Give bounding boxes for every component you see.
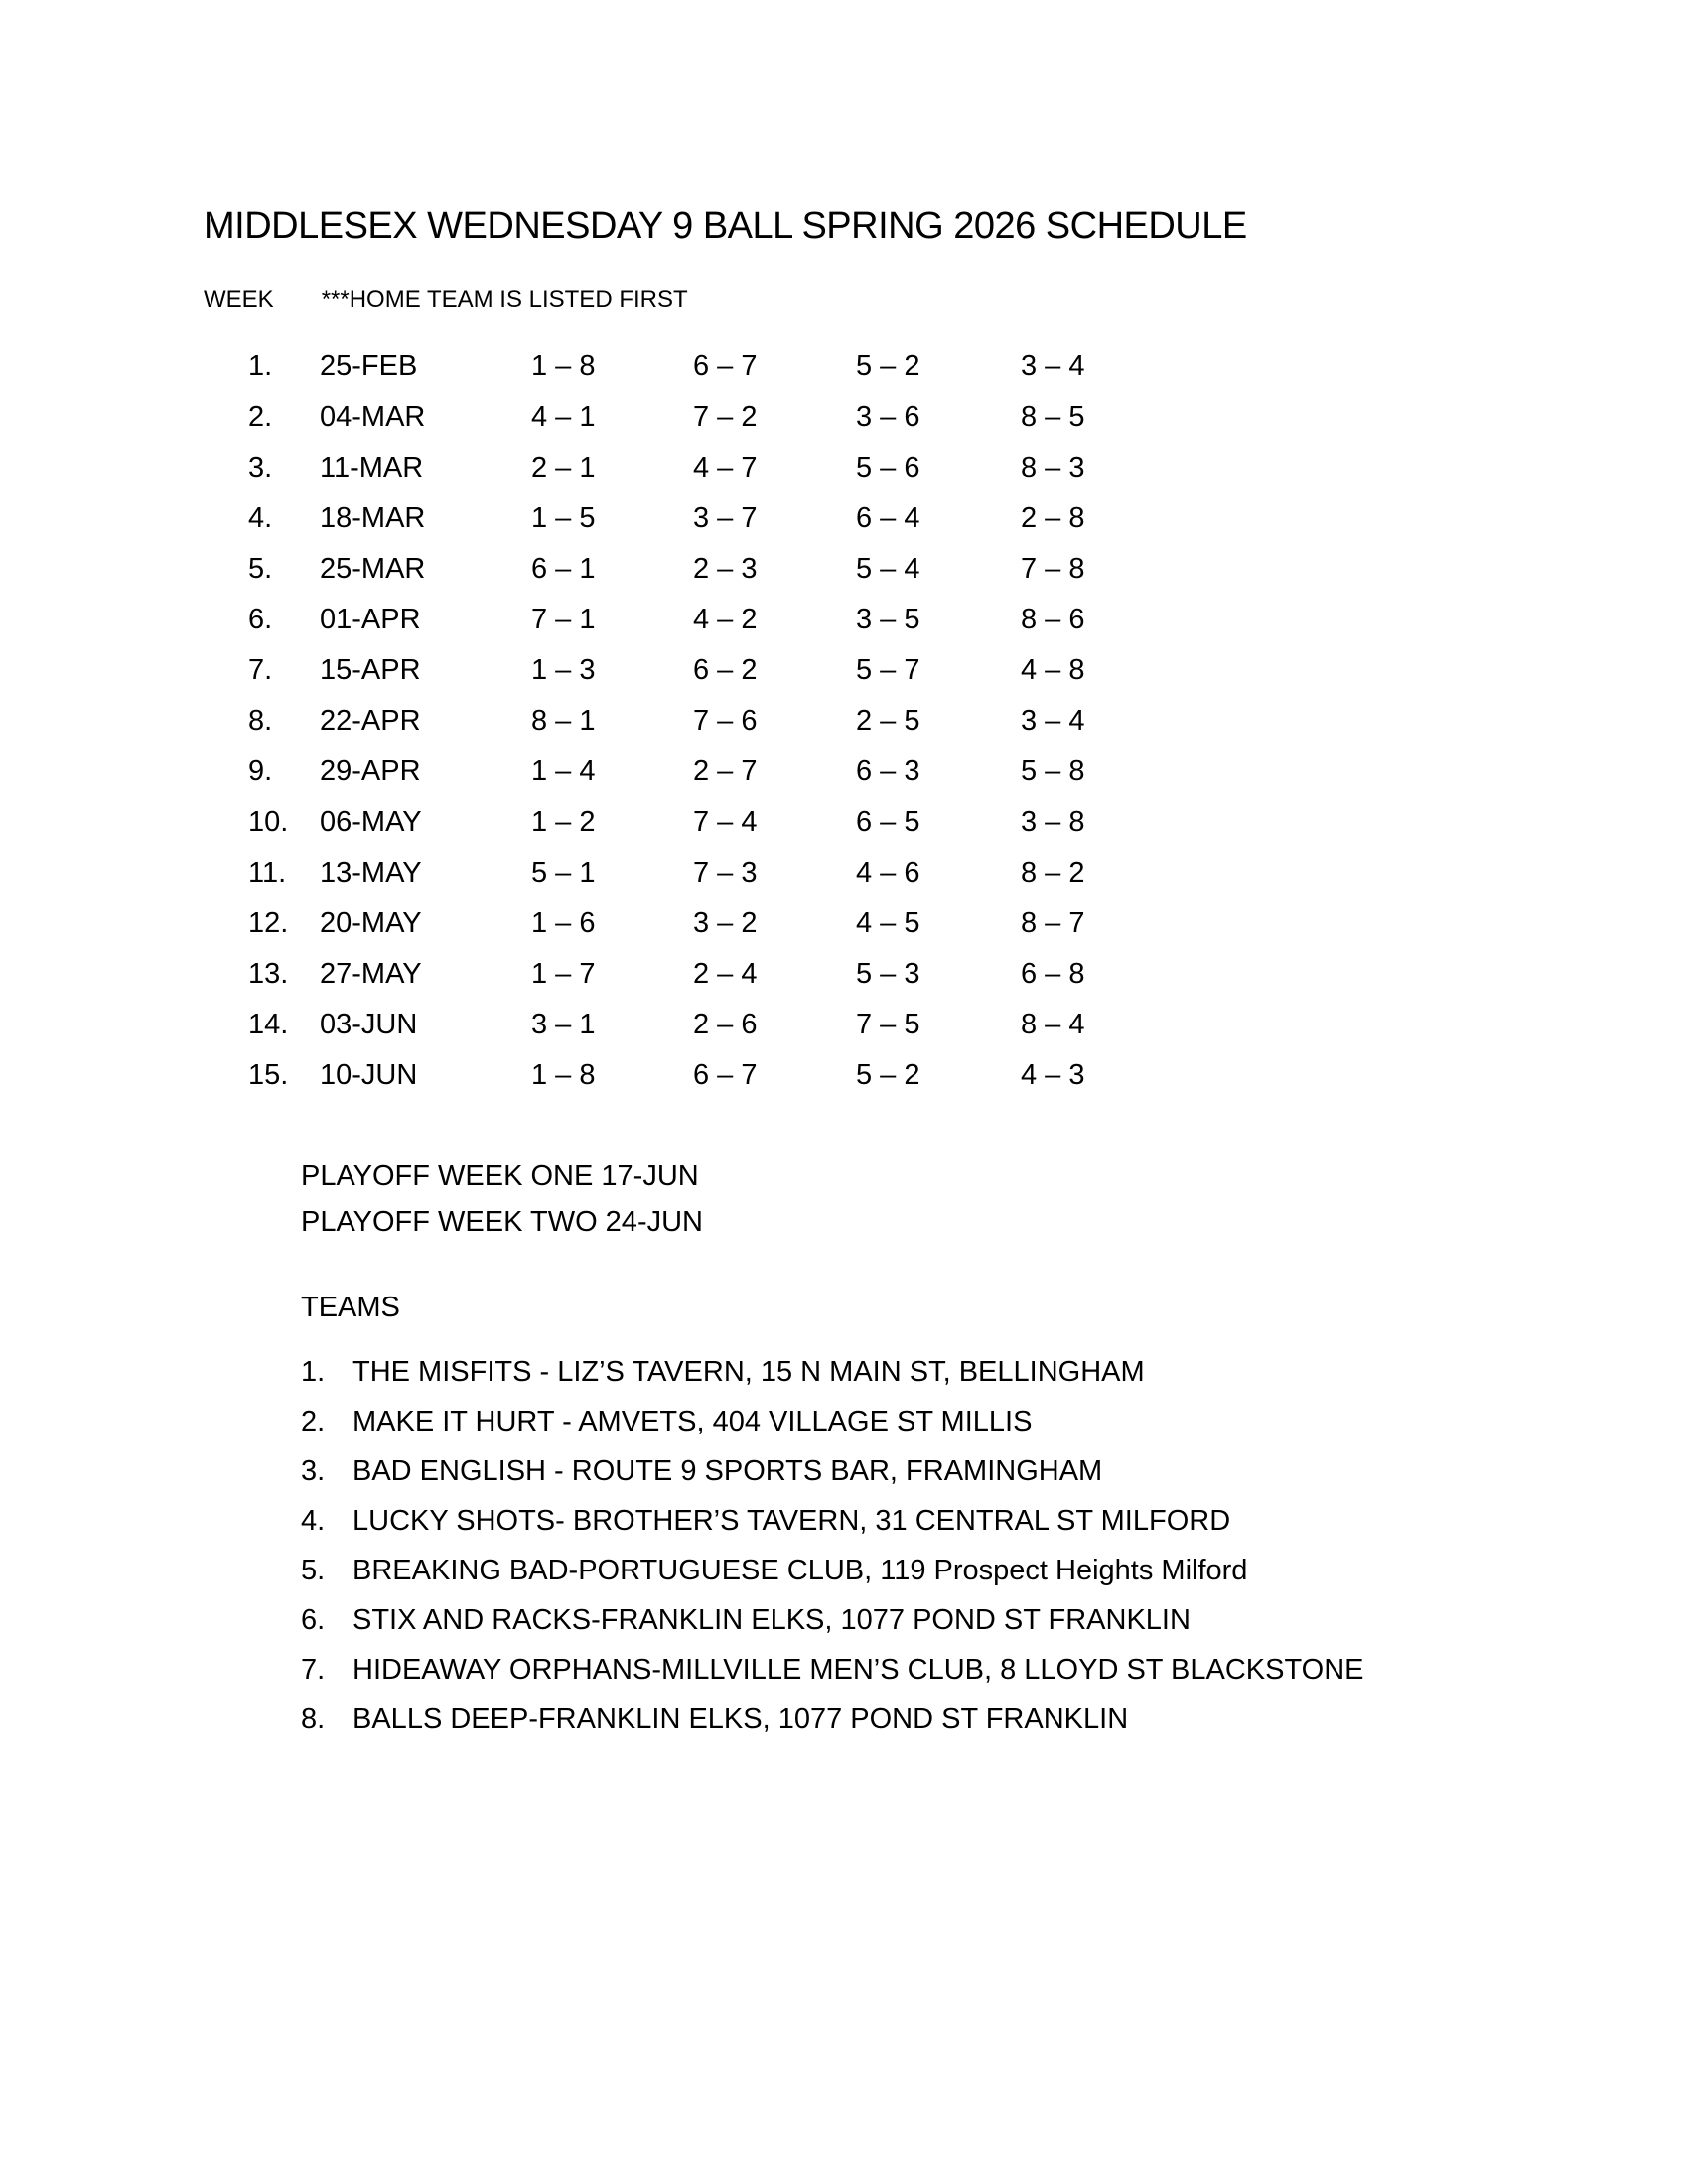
matchup: 4 – 5 [856,907,920,939]
team-row [301,1595,1364,1645]
matchup: 8 – 6 [1021,604,1085,635]
schedule-table [0,341,1688,1101]
team-info: BAD ENGLISH - ROUTE 9 SPORTS BAR, FRAMINGHAM [352,1455,1103,1487]
week-date: 27-MAY [320,958,422,990]
schedule-row [0,1000,1688,1050]
matchup: 6 – 7 [693,1059,758,1091]
team-row [301,1496,1364,1546]
schedule-row [0,1050,1688,1101]
schedule-row [0,443,1688,493]
matchup: 4 – 2 [693,604,758,635]
week-date: 06-MAY [320,806,422,838]
week-number: 5. [248,553,273,585]
team-number: 1. [301,1356,326,1388]
matchup: 2 – 1 [531,452,596,483]
team-info: STIX AND RACKS-FRANKLIN ELKS, 1077 POND ST FRANKLIN [352,1604,1191,1636]
week-date: 10-JUN [320,1059,418,1091]
matchup: 6 – 5 [856,806,920,838]
teams-heading: TEAMS [301,1292,400,1323]
matchup: 6 – 2 [693,654,758,686]
matchup: 3 – 1 [531,1009,596,1040]
week-number: 4. [248,502,273,534]
matchup: 3 – 5 [856,604,920,635]
week-number: 8. [248,705,273,737]
team-number: 4. [301,1505,326,1537]
matchup: 2 – 4 [693,958,758,990]
matchup: 3 – 7 [693,502,758,534]
matchup: 5 – 2 [856,1059,920,1091]
matchup: 1 – 6 [531,907,596,939]
team-row [301,1446,1364,1496]
schedule-row [0,392,1688,443]
team-info: THE MISFITS - LIZ’S TAVERN, 15 N MAIN ST, BELLINGHAM [352,1356,1145,1388]
schedule-row [0,747,1688,797]
matchup: 5 – 2 [856,350,920,382]
week-date: 04-MAR [320,401,426,433]
week-number: 3. [248,452,273,483]
matchup: 5 – 8 [1021,755,1085,787]
playoff-week-two: PLAYOFF WEEK TWO 24-JUN [301,1206,703,1238]
matchup: 6 – 7 [693,350,758,382]
matchup: 1 – 2 [531,806,596,838]
matchup: 2 – 8 [1021,502,1085,534]
team-row [301,1397,1364,1446]
week-date: 29-APR [320,755,421,787]
team-info: BALLS DEEP-FRANKLIN ELKS, 1077 POND ST FRANKLIN [352,1704,1129,1735]
schedule-row [0,493,1688,544]
matchup: 6 – 8 [1021,958,1085,990]
matchup: 4 – 3 [1021,1059,1085,1091]
team-row [301,1695,1364,1744]
matchup: 7 – 6 [693,705,758,737]
week-number: 10. [248,806,289,838]
matchup: 3 – 2 [693,907,758,939]
matchup: 7 – 1 [531,604,596,635]
matchup: 1 – 3 [531,654,596,686]
matchup: 3 – 6 [856,401,920,433]
matchup: 7 – 8 [1021,553,1085,585]
matchup: 8 – 7 [1021,907,1085,939]
team-info: HIDEAWAY ORPHANS-MILLVILLE MEN’S CLUB, 8 LLOYD ST BLACKSTONE [352,1654,1364,1686]
team-info: MAKE IT HURT - AMVETS, 404 VILLAGE ST MILLIS [352,1406,1033,1437]
team-number: 3. [301,1455,326,1487]
matchup: 2 – 6 [693,1009,758,1040]
matchup: 4 – 8 [1021,654,1085,686]
week-date: 13-MAY [320,857,422,888]
week-date: 18-MAR [320,502,426,534]
team-number: 8. [301,1704,326,1735]
week-date: 22-APR [320,705,421,737]
schedule-row [0,949,1688,1000]
matchup: 7 – 3 [693,857,758,888]
matchup: 7 – 2 [693,401,758,433]
week-date: 11-MAR [320,452,424,483]
matchup: 4 – 1 [531,401,596,433]
matchup: 6 – 1 [531,553,596,585]
schedule-row [0,544,1688,595]
matchup: 1 – 5 [531,502,596,534]
week-number: 2. [248,401,273,433]
matchup: 3 – 4 [1021,350,1085,382]
matchup: 6 – 4 [856,502,920,534]
week-number: 13. [248,958,289,990]
week-number: 6. [248,604,273,635]
team-number: 6. [301,1604,326,1636]
home-team-note: ***HOME TEAM IS LISTED FIRST [321,286,688,313]
team-row [301,1645,1364,1695]
team-number: 7. [301,1654,326,1686]
matchup: 7 – 5 [856,1009,920,1040]
week-date: 20-MAY [320,907,422,939]
matchup: 8 – 5 [1021,401,1085,433]
matchup: 5 – 6 [856,452,920,483]
matchup: 1 – 8 [531,350,596,382]
matchup: 1 – 8 [531,1059,596,1091]
schedule-row [0,898,1688,949]
matchup: 8 – 2 [1021,857,1085,888]
team-info: LUCKY SHOTS- BROTHER’S TAVERN, 31 CENTRAL ST MILFORD [352,1505,1231,1537]
matchup: 1 – 7 [531,958,596,990]
week-number: 9. [248,755,273,787]
matchup: 2 – 3 [693,553,758,585]
week-date: 25-MAR [320,553,426,585]
matchup: 2 – 7 [693,755,758,787]
week-number: 1. [248,350,273,382]
matchup: 2 – 5 [856,705,920,737]
schedule-row [0,341,1688,392]
playoff-week-one: PLAYOFF WEEK ONE 17-JUN [301,1160,699,1192]
matchup: 5 – 7 [856,654,920,686]
week-number: 11. [248,857,287,888]
team-number: 2. [301,1406,326,1437]
week-number: 14. [248,1009,289,1040]
matchup: 5 – 3 [856,958,920,990]
week-date: 01-APR [320,604,421,635]
schedule-row [0,645,1688,696]
schedule-row [0,696,1688,747]
schedule-row [0,797,1688,848]
team-row [301,1546,1364,1595]
matchup: 8 – 4 [1021,1009,1085,1040]
matchup: 3 – 4 [1021,705,1085,737]
teams-section [301,1288,1364,1744]
week-date: 25-FEB [320,350,418,382]
matchup: 5 – 4 [856,553,920,585]
week-number: 7. [248,654,273,686]
team-row [301,1347,1364,1397]
team-info: BREAKING BAD-PORTUGUESE CLUB, 119 Prospect Heights Milford [352,1555,1248,1586]
matchup: 6 – 3 [856,755,920,787]
matchup: 5 – 1 [531,857,596,888]
week-number: 15. [248,1059,289,1091]
page-title: MIDDLESEX WEDNESDAY 9 BALL SPRING 2026 SCHEDULE [204,205,1247,247]
matchup: 3 – 8 [1021,806,1085,838]
schedule-row [0,848,1688,898]
matchup: 8 – 1 [531,705,596,737]
matchup: 1 – 4 [531,755,596,787]
week-date: 15-APR [320,654,421,686]
matchup: 4 – 7 [693,452,758,483]
playoff-section [301,1154,703,1245]
schedule-row [0,595,1688,645]
team-number: 5. [301,1555,326,1586]
matchup: 7 – 4 [693,806,758,838]
matchup: 8 – 3 [1021,452,1085,483]
week-header-line [204,286,688,314]
week-number: 12. [248,907,289,939]
week-label: WEEK [204,286,274,313]
matchup: 4 – 6 [856,857,920,888]
week-date: 03-JUN [320,1009,418,1040]
